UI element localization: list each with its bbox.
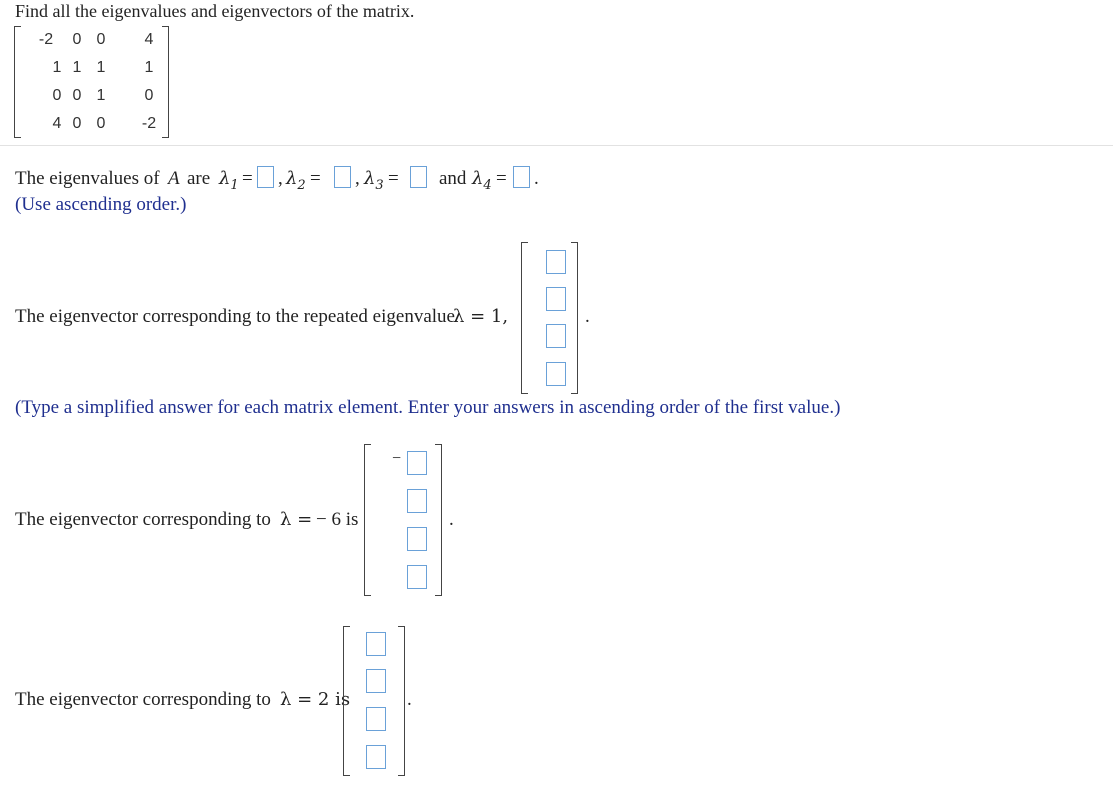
simplified-answer-hint: (Type a simplified answer for each matrix element. Enter your answers in ascending order of the first value.): [15, 397, 841, 418]
neg6-vec-entry-2[interactable]: [407, 489, 427, 513]
two-vec-entry-2[interactable]: [366, 669, 386, 693]
two-eigvec-text: The eigenvector corresponding to: [15, 689, 271, 710]
matrix-cell: 1: [96, 87, 106, 104]
matrix-cell: 1: [96, 59, 106, 76]
repeated-lambda-eq: λ = 1,: [453, 306, 509, 327]
repeated-vec-entry-3[interactable]: [546, 324, 566, 348]
neg6-value: − 6 is: [316, 509, 359, 530]
matrix-cell: 0: [52, 87, 62, 104]
matrix-cell: 4: [144, 31, 154, 48]
repeated-vec-entry-2[interactable]: [546, 287, 566, 311]
equals-sign: =: [388, 168, 399, 189]
matrix-cell: 0: [72, 87, 82, 104]
divider: [0, 145, 1113, 146]
neg6-vec-entry-1[interactable]: [407, 451, 427, 475]
vector-right-bracket: [398, 626, 405, 776]
vector-left-bracket: [364, 444, 371, 596]
vector-right-bracket: [571, 242, 578, 394]
equals-sign: =: [496, 168, 507, 189]
lambda-3-input[interactable]: [410, 166, 427, 188]
eigenvalues-text: The eigenvalues of: [15, 168, 160, 189]
lambda-2-input[interactable]: [334, 166, 351, 188]
two-vec-entry-3[interactable]: [366, 707, 386, 731]
two-lambda-eq: λ = 2 is: [280, 689, 351, 710]
comma: ,: [278, 168, 283, 189]
matrix-cell: 4: [52, 115, 62, 132]
matrix-left-bracket: [14, 26, 21, 138]
matrix-cell: 0: [96, 115, 106, 132]
ascending-order-hint: (Use ascending order.): [15, 194, 187, 215]
lambda-symbol: $\lambda_3$: [364, 168, 384, 193]
matrix-cell: -2: [38, 31, 54, 48]
period: .: [449, 509, 454, 530]
neg6-eigvec-text: The eigenvector corresponding to: [15, 509, 271, 530]
two-vec-entry-1[interactable]: [366, 632, 386, 656]
equals-sign: =: [242, 168, 253, 189]
period: .: [534, 168, 539, 189]
matrix-cell: 1: [72, 59, 82, 76]
matrix-cell: 0: [72, 31, 82, 48]
comma: ,: [355, 168, 360, 189]
period: .: [585, 306, 590, 327]
lambda-4-input[interactable]: [513, 166, 530, 188]
matrix-cell: 0: [72, 115, 82, 132]
neg6-vec-entry-3[interactable]: [407, 527, 427, 551]
are-text: are: [187, 168, 211, 189]
vector-left-bracket: [521, 242, 528, 394]
matrix-cell: 0: [96, 31, 106, 48]
matrix-cell: -2: [141, 115, 157, 132]
lambda-symbol: $\lambda_2$: [286, 168, 306, 193]
vector-right-bracket: [435, 444, 442, 596]
lambda-symbol: $\lambda_4$: [472, 168, 492, 193]
repeated-vec-entry-1[interactable]: [546, 250, 566, 274]
matrix-cell: 1: [144, 59, 154, 76]
repeated-vec-entry-4[interactable]: [546, 362, 566, 386]
repeated-eigvec-text: The eigenvector corresponding to the repeated eigenvalue: [15, 306, 455, 327]
lambda-symbol: $\lambda_1$: [219, 168, 239, 193]
question-prompt: Find all the eigenvalues and eigenvectors of the matrix.: [15, 1, 415, 21]
matrix-name: A: [168, 168, 180, 189]
two-vec-entry-4[interactable]: [366, 745, 386, 769]
equals-sign: =: [310, 168, 321, 189]
matrix-cell: 1: [52, 59, 62, 76]
minus-sign: −: [392, 450, 402, 467]
lambda-1-input[interactable]: [257, 166, 274, 188]
neg6-lambda-eq: λ =: [280, 509, 313, 530]
matrix-cell: 0: [144, 87, 154, 104]
and-text: and: [439, 168, 467, 189]
matrix-right-bracket: [162, 26, 169, 138]
period: .: [407, 689, 412, 710]
vector-left-bracket: [343, 626, 350, 776]
neg6-vec-entry-4[interactable]: [407, 565, 427, 589]
